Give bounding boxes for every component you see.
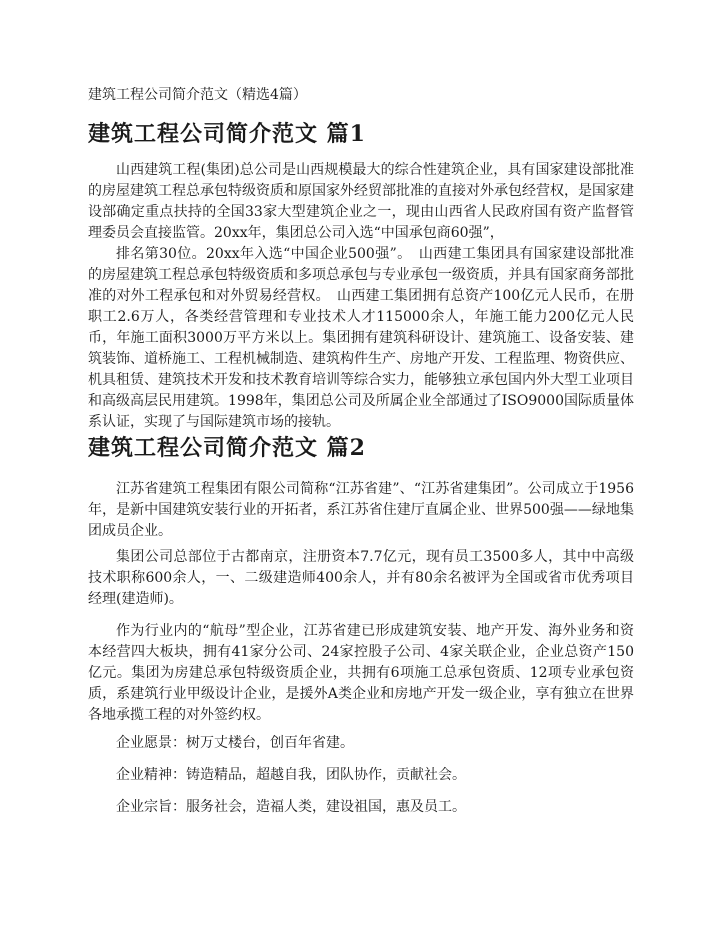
section-heading-2: 建筑工程公司简介范文 篇2 — [88, 435, 366, 461]
section-1-paragraph-1: 山西建筑工程(集团)总公司是山西规模最大的综合性建筑企业，具有国家建设部批准的房屋建筑工程总承包特级资质和原国家外经贸部批准的直接对外承包经营权，是国家建设部确定重点扶持的全国33家大型建筑企业之一，现由山西省人民政府国有资产监督管理委员会直接监管。20xx年，集团总公司入选“中国承包商60强”， — [88, 162, 634, 241]
company-vision: 企业愿景：树万丈楼台，创百年省建。 — [116, 735, 354, 751]
section-1-paragraph-2: 排名第30位。20xx年入选“中国企业500强”。 山西建工集团具有国家建设部批准的房屋建筑工程总承包特级资质和多项总承包与专业承包一级资质，并具有国家商务部批准的对外工程承包和对外贸易经营权。 山西建工集团拥有总资产100亿元人民币，在册职工2.6万人，各类经营管理和专业技术人才115000余人，年施工能力200亿元人民币，年施工面积3000万平方米以上。集团拥有建筑科研设计、建筑施工、设备安装、建筑装饰、道桥施工、工程机械制造、建筑构件生产、房地产开发、工程监理、物资供应、机具租赁、建筑技术开发和技术教育培训等综合实力，能够独立承包国内外大型工业项目和高级高层民用建筑。1998年，集团总公司及所属企业全部通过了ISO9000国际质量体系认证，实现了与国际建筑市场的接轨。 — [88, 246, 634, 430]
section-2-paragraph-2: 集团公司总部位于古都南京，注册资本7.7亿元，现有员工3500多人，其中中高级技术职称600余人，一、二级建造师400余人，并有80余名被评为全国或省市优秀项目经理(建造师)。 — [88, 549, 634, 607]
section-heading-1: 建筑工程公司简介范文 篇1 — [88, 121, 366, 147]
section-2-paragraph-1: 江苏省建筑工程集团有限公司简称“江苏省建”、“江苏省建集团”。公司成立于1956年，是新中国建筑安装行业的开拓者，系江苏省住建厅直属企业、世界500强——绿地集团成员企业。 — [88, 481, 634, 539]
document-title: 建筑工程公司简介范文（精选4篇） — [88, 87, 307, 103]
company-spirit: 企业精神：铸造精品，超越自我，团队协作，贡献社会。 — [116, 767, 466, 783]
company-mission: 企业宗旨：服务社会，造福人类，建设祖国，惠及员工。 — [116, 799, 466, 815]
section-2-paragraph-3: 作为行业内的“航母”型企业，江苏省建已形成建筑安装、地产开发、海外业务和资本经营四大板块，拥有41家分公司、24家控股子公司、4家关联企业，企业总资产150亿元。集团为房建总承包特级资质企业，共拥有6项施工总承包资质、12项专业承包资质，系建筑行业甲级设计企业，是援外A类企业和房地产开发一级企业，享有独立在世界各地承揽工程的对外签约权。 — [88, 623, 634, 723]
